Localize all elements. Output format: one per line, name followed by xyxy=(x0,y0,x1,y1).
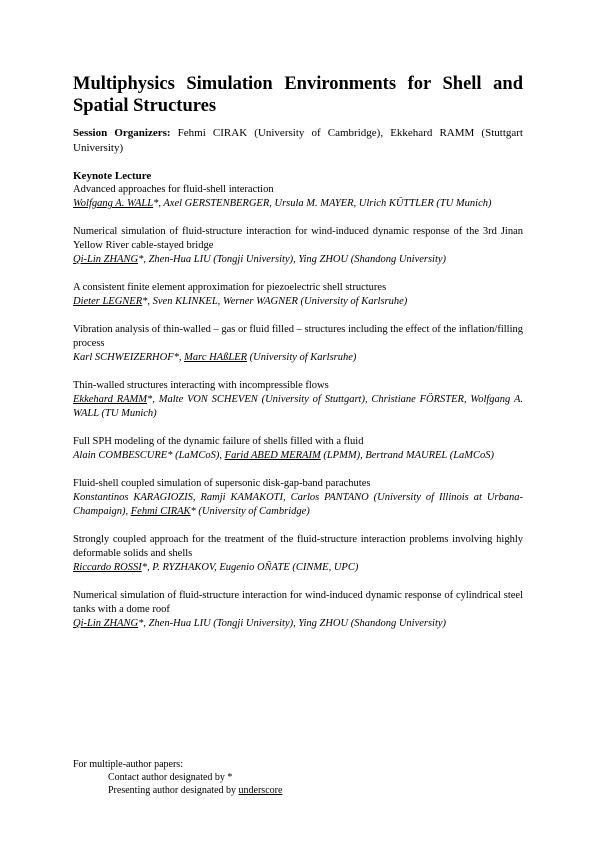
paper-authors xyxy=(73,295,523,309)
paper-title: Fluid-shell coupled simulation of supersonic disk-gap-band parachutes xyxy=(73,478,371,489)
paper-entry xyxy=(73,435,523,463)
organizers-label: Session Organizers: xyxy=(73,127,171,139)
paper-authors xyxy=(73,449,523,463)
paper-title: Thin-walled structures interacting with incompressible flows xyxy=(73,380,329,391)
footer-line: For multiple-author papers: xyxy=(73,759,183,770)
other-authors: Alain COMBESCURE* (LaMCoS), xyxy=(73,450,225,461)
other-authors: (LPMM), Bertrand MAUREL (LaMCoS) xyxy=(320,450,495,461)
presenting-author: Ekkehard RAMM xyxy=(73,394,148,405)
presenting-author: Wolfgang A. WALL xyxy=(73,198,154,209)
paper-entry xyxy=(73,533,523,575)
paper-title: Numerical simulation of fluid-structure interaction for wind-induced dynamic response of the 3rd Jinan Yellow River cable-stayed bridge xyxy=(73,226,523,251)
paper-authors xyxy=(73,561,523,575)
document-title: Multiphysics Simulation Environments for Shell and Spatial Structures xyxy=(73,74,523,116)
other-authors: *, Axel GERSTENBERGER, Ursula M. MAYER, Ulrich KÜTTLER (TU Munich) xyxy=(153,198,492,209)
paper-entry xyxy=(73,379,523,421)
presenting-author: Qi-Lin ZHANG xyxy=(73,618,139,629)
paper-entry xyxy=(73,323,523,365)
presenting-author: Fehmi CIRAK xyxy=(130,506,191,517)
paper-title: A consistent finite element approximation for piezoelectric shell structures xyxy=(73,282,387,293)
paper-title: Vibration analysis of thin-walled – gas or fluid filled – structures including the effect of the inflation/filling process xyxy=(73,324,523,349)
presenting-author: Qi-Lin ZHANG xyxy=(73,254,139,265)
presenting-author: Marc HAßLER xyxy=(184,352,248,363)
other-authors: *, P. RYZHAKOV, Eugenio OÑATE (CINME, UPC) xyxy=(141,562,359,573)
other-authors: * (University of Cambridge) xyxy=(190,506,310,517)
paper-authors xyxy=(73,197,523,211)
other-authors: (University of Karlsruhe) xyxy=(247,352,357,363)
other-authors: Konstantinos KARAGIOZIS, Ramji KAMAKOTI, Carlos PANTANO (University of Illinois at Urbana-Champaign), xyxy=(73,492,523,517)
paper-authors xyxy=(73,491,523,519)
paper-authors xyxy=(73,617,523,631)
paper-entry xyxy=(73,183,523,211)
underscore-example: underscore xyxy=(238,785,283,796)
paper-title: Advanced approaches for fluid-shell interaction xyxy=(73,184,274,195)
footer-notes xyxy=(73,758,282,797)
paper-authors xyxy=(73,351,523,365)
presenting-author: Farid ABED MERAIM xyxy=(224,450,321,461)
other-authors: *, Sven KLINKEL, Werner WAGNER (University of Karlsruhe) xyxy=(142,296,408,307)
footer-line xyxy=(73,784,282,797)
paper-title: Strongly coupled approach for the treatment of the fluid-structure interaction problems involving highly deformable solids and shells xyxy=(73,534,523,559)
other-authors: *, Zhen-Hua LIU (Tongji University), Ying ZHOU (Shandong University) xyxy=(138,254,447,265)
presenting-author: Riccardo ROSSI xyxy=(73,562,142,573)
organizers-text: Fehmi CIRAK (University of Cambridge), Ekkehard RAMM (Stuttgart University) xyxy=(73,127,523,154)
other-authors: *, Zhen-Hua LIU (Tongji University), Ying ZHOU (Shandong University) xyxy=(138,618,447,629)
footer-text: Presenting author designated by xyxy=(108,785,239,796)
paper-list xyxy=(73,183,523,645)
paper-authors xyxy=(73,393,523,421)
other-authors: *, Malte VON SCHEVEN (University of Stuttgart), Christiane FÖRSTER, Wolfgang A. WALL (TU Munich) xyxy=(73,394,524,419)
session-organizers xyxy=(73,126,523,156)
paper-entry xyxy=(73,281,523,309)
paper-entry xyxy=(73,477,523,519)
other-authors: Karl SCHWEIZERHOF*, xyxy=(73,352,185,363)
paper-authors xyxy=(73,253,523,267)
keynote-label: Keynote Lecture xyxy=(73,170,152,182)
presenting-author: Dieter LEGNER xyxy=(73,296,143,307)
paper-title: Full SPH modeling of the dynamic failure of shells filled with a fluid xyxy=(73,436,364,447)
footer-line: Contact author designated by * xyxy=(108,772,233,783)
paper-title: Numerical simulation of fluid-structure interaction for wind-induced dynamic response of cylindrical steel tanks with a dome roof xyxy=(73,590,523,615)
paper-entry xyxy=(73,225,523,267)
paper-entry xyxy=(73,589,523,631)
